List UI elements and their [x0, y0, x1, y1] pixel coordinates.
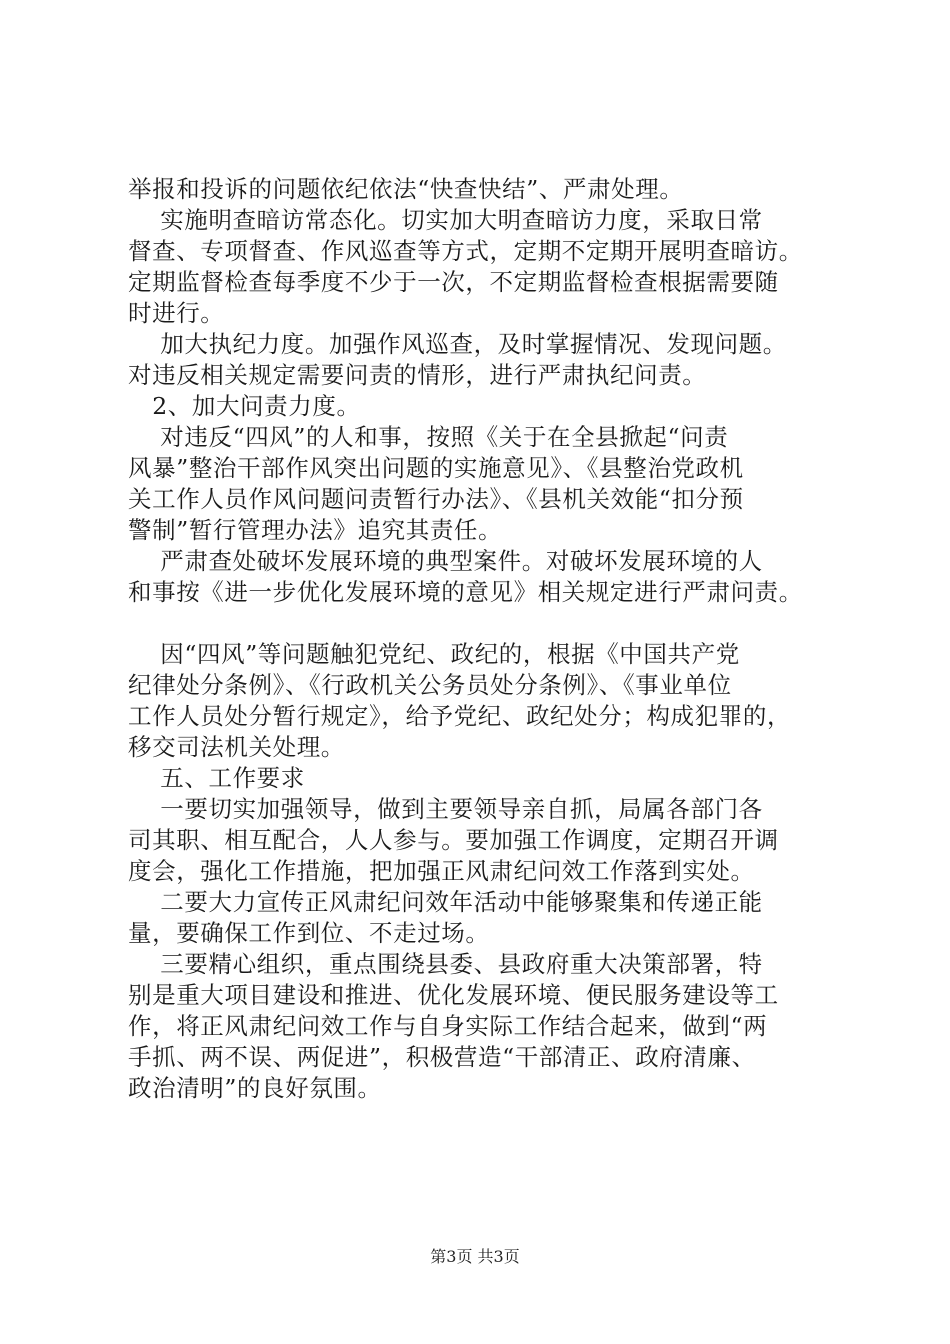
text-line: 对违反相关规定需要问责的情形，进行严肃执纪问责。	[128, 361, 707, 389]
text-line: 一要切实加强领导，做到主要领导亲自抓，局属各部门各	[128, 795, 763, 823]
text-line: 风暴”整治干部作风突出问题的实施意见》、《县整治党政机	[128, 454, 744, 482]
text-line: 举报和投诉的问题依纪依法“快查快结”、严肃处理。	[128, 175, 684, 203]
text-line: 纪律处分条例》、《行政机关公务员处分条例》、《事业单位	[128, 671, 732, 699]
page-footer: 第3页 共3页	[430, 1247, 520, 1266]
text-line: 时进行。	[128, 299, 225, 327]
text-line: 别是重大项目建设和推进、优化发展环境、便民服务建设等工	[128, 981, 779, 1009]
text-line: 定期监督检查每季度不少于一次，不定期监督检查根据需要随	[128, 268, 779, 296]
document-body	[128, 174, 852, 1104]
text-line: 移交司法机关处理。	[128, 733, 345, 761]
text-line: 因“四风”等问题触犯党纪、政纪的，根据《中国共产党	[128, 640, 740, 668]
text-line: 督查、专项督查、作风巡查等方式，定期不定期开展明查暗访。	[128, 237, 803, 265]
text-line: 关工作人员作风问题问责暂行办法》、《县机关效能“扣分预	[128, 485, 744, 513]
text-line: 对违反“四风”的人和事，按照《关于在全县掀起“问责	[128, 423, 729, 451]
text-line: 度会，强化工作措施，把加强正风肃纪问效工作落到实处。	[128, 857, 755, 885]
text-line: 二要大力宣传正风肃纪问效年活动中能够聚集和传递正能	[128, 888, 763, 916]
blank-line	[128, 608, 852, 639]
text-line: 政治清明”的良好氛围。	[128, 1074, 382, 1102]
text-line: 严肃查处破坏发展环境的典型案件。对破坏发展环境的人	[128, 547, 763, 575]
text-line: 工作人员处分暂行规定》，给予党纪、政纪处分；构成犯罪的，	[128, 702, 792, 730]
text-line: 量，要确保工作到位、不走过场。	[128, 919, 490, 947]
text-line: 加大执纪力度。加强作风巡查，及时掌握情况、发现问题。	[128, 330, 787, 358]
text-line: 警制”暂行管理办法》追究其责任。	[128, 516, 503, 544]
text-line: 三要精心组织，重点围绕县委、县政府重大决策部署，特	[128, 950, 763, 978]
text-line: 2、加大问责力度。	[128, 392, 361, 420]
text-line: 手抓、两不误、两促进”，积极营造“干部清正、政府清廉、	[128, 1043, 756, 1071]
text-line: 和事按《进一步优化发展环境的意见》相关规定进行严肃问责。	[128, 578, 803, 606]
text-line: 实施明查暗访常态化。切实加大明查暗访力度，采取日常	[128, 206, 763, 234]
text-line: 作，将正风肃纪问效工作与自身实际工作结合起来，做到“两	[128, 1012, 768, 1040]
text-line: 司其职、相互配合，人人参与。要加强工作调度，定期召开调	[128, 826, 779, 854]
text-line: 五、工作要求	[128, 764, 305, 792]
